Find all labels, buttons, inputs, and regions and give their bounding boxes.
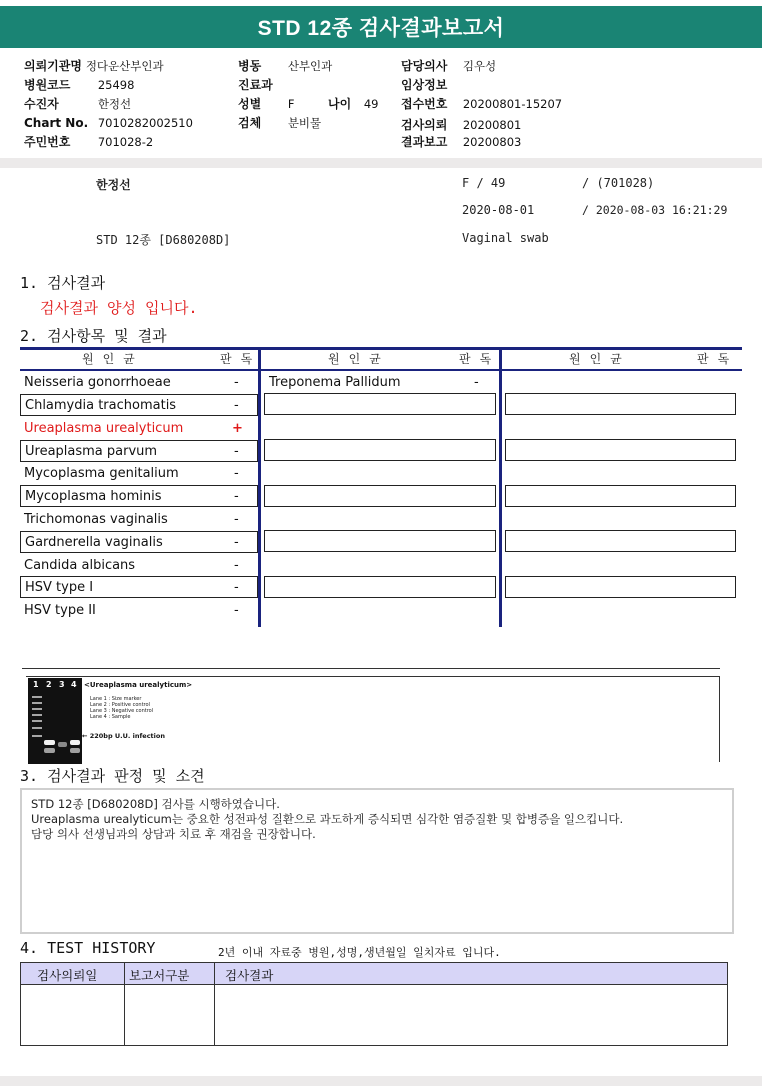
history-col-request-date: 검사의뢰일: [37, 968, 98, 983]
history-col-divider: [124, 963, 125, 1045]
arrow-left-icon: ←: [82, 732, 88, 740]
gel-lane-desc: Lane 1 : Size marker: [90, 696, 142, 702]
col2-header-result: 판독: [459, 352, 501, 366]
organism-result: -: [234, 374, 239, 390]
organism-result: -: [234, 602, 239, 618]
gel-lane-desc: Lane 2 : Positive control: [90, 702, 150, 708]
ladder-band: [32, 696, 42, 698]
gel-top-rule: [22, 668, 720, 669]
table-row: [264, 371, 496, 393]
col3-header-result: 판독: [697, 352, 739, 366]
empty-row: [505, 439, 736, 461]
gel-lane-number: 3: [59, 680, 65, 689]
gel-lane-desc: Lane 4 : Sample: [90, 714, 131, 720]
empty-row: [264, 530, 496, 552]
gel-band: [44, 740, 55, 745]
section-3-title: 3. 검사결과 판정 및 소견: [20, 767, 205, 785]
ladder-band: [32, 708, 42, 710]
gel-band: [70, 748, 80, 753]
gel-lane-desc: Lane 3 : Negative control: [90, 708, 154, 714]
patient-name: 한정선: [96, 178, 131, 192]
table-divider-2: [499, 347, 502, 627]
header-receipt-no: 접수번호 20200801-15207: [401, 97, 563, 111]
organism-name: Neisseria gonorrhoeae: [24, 374, 171, 390]
col1-header-result: 판독: [220, 352, 262, 366]
history-col-result: 검사결과: [225, 968, 274, 983]
patient-birth: / (701028): [582, 176, 655, 190]
empty-row: [264, 576, 496, 598]
test-code: STD 12종 [D680208D]: [96, 233, 231, 247]
gel-lane-number: 4: [71, 680, 77, 689]
ladder-band: [32, 720, 42, 722]
header-sex: 성별 F: [238, 97, 295, 111]
header-report-date: 결과보고 20200803: [401, 135, 522, 149]
header-request-date: 검사의뢰 20200801: [401, 118, 522, 132]
table-row: [20, 394, 258, 416]
empty-row: [505, 393, 736, 415]
section-1-title: 1. 검사결과: [20, 274, 106, 292]
gel-band: [44, 748, 55, 753]
col2-header-organism: 원인균: [328, 352, 390, 366]
opinion-line: STD 12종 [D680208D] 검사를 시행하였습니다.: [31, 797, 280, 811]
report-datetime: / 2020-08-03 16:21:29: [582, 203, 728, 217]
organism-result: -: [234, 488, 239, 504]
organism-result: +: [232, 420, 243, 436]
gel-title: <Ureaplasma urealyticum>: [84, 681, 193, 689]
empty-row: [505, 530, 736, 552]
organism-result: -: [234, 443, 239, 459]
table-row: [20, 554, 258, 576]
organism-name: Ureaplasma parvum: [25, 443, 158, 459]
organism-result: -: [234, 465, 239, 481]
bottom-strip: [0, 1076, 762, 1086]
empty-row: [505, 576, 736, 598]
history-note: 2년 이내 자료중 병원,성명,생년월일 일치자료 입니다.: [218, 946, 501, 959]
history-col-divider: [214, 963, 215, 1045]
header-ward: 병동 산부인과: [238, 59, 333, 73]
organism-result: -: [234, 397, 239, 413]
history-table: [20, 962, 728, 1046]
gel-band: [70, 740, 80, 745]
organism-name: HSV type I: [25, 579, 94, 595]
ladder-band: [32, 702, 42, 704]
section-4-title: 4. TEST HISTORY: [20, 939, 156, 957]
table-row: [20, 462, 258, 484]
history-col-report-type: 보고서구분: [129, 968, 190, 983]
organism-result: -: [474, 374, 479, 390]
gel-band-label: [82, 732, 165, 740]
table-row: [20, 371, 258, 393]
gel-electrophoresis-image: [28, 678, 82, 764]
organism-result: -: [234, 557, 239, 573]
result-summary: 검사결과 양성 입니다.: [40, 299, 198, 317]
organism-name: Candida albicans: [24, 557, 136, 573]
header-patient: 수진자 한정선: [24, 97, 132, 111]
organism-name: Treponema Pallidum: [269, 374, 401, 390]
header-hospital: 의뢰기관명 정다운산부인과: [24, 59, 164, 73]
organism-name: Gardnerella vaginalis: [25, 534, 163, 550]
ladder-band: [32, 727, 42, 729]
header-department: 진료과: [238, 78, 273, 92]
header-resident-no: 주민번호 701028-2: [24, 135, 154, 149]
divider-strip: [0, 158, 762, 168]
table-row: [20, 417, 258, 439]
col1-header-organism: 원인균: [82, 352, 144, 366]
report-title: STD 12종 검사결과보고서: [0, 6, 762, 48]
header-clinical-info: 임상정보: [401, 78, 448, 92]
gel-lane-number: 2: [46, 680, 52, 689]
gel-lane-number: 1: [33, 680, 39, 689]
organism-name: Mycoplasma hominis: [25, 488, 162, 504]
header-doctor: 담당의사 김우성: [401, 59, 497, 73]
col3-header-organism: 원인균: [569, 352, 631, 366]
organism-result: -: [234, 579, 239, 595]
organism-name: Trichomonas vaginalis: [24, 511, 168, 527]
patient-sex-age: F / 49: [462, 176, 506, 190]
specimen-type: Vaginal swab: [462, 231, 549, 245]
header-chart-no: Chart No. 7010282002510: [24, 116, 193, 130]
empty-row: [505, 485, 736, 507]
gel-band: [58, 742, 67, 747]
empty-row: [264, 439, 496, 461]
history-table-header: [21, 963, 727, 985]
opinion-line: Ureaplasma urealyticum는 중요한 성전파성 질환으로 과도하게 증식되면 심각한 염증질환 및 합병증을 일으킵니다.: [31, 812, 624, 826]
section-2-title: 2. 검사항목 및 결과: [20, 327, 167, 345]
header-specimen: 검체 분비물: [238, 116, 322, 130]
empty-row: [264, 393, 496, 415]
header-age: 나이 49: [328, 97, 379, 111]
organism-name: Chlamydia trachomatis: [25, 397, 177, 413]
organism-name: HSV type II: [24, 602, 96, 618]
opinion-line: 담당 의사 선생님과의 상담과 치료 후 재검을 권장합니다.: [31, 827, 316, 841]
request-date: 2020-08-01: [462, 203, 535, 217]
empty-row: [264, 485, 496, 507]
opinion-box: [20, 788, 734, 934]
table-row: [20, 576, 258, 598]
table-divider-1: [258, 347, 261, 627]
organism-result: -: [234, 511, 239, 527]
table-row: [20, 531, 258, 553]
gel-band-label-text: 220bp U.U. infection: [89, 732, 165, 740]
table-row: [20, 440, 258, 462]
header-hospital-code: 병원코드 25498: [24, 78, 135, 92]
table-row: [20, 599, 258, 621]
organism-name: Ureaplasma urealyticum: [24, 420, 184, 436]
ladder-band: [32, 735, 42, 737]
table-row: [20, 485, 258, 507]
organism-name: Mycoplasma genitalium: [24, 465, 179, 481]
table-row: [20, 508, 258, 530]
ladder-band: [32, 714, 42, 716]
organism-result: -: [234, 534, 239, 550]
